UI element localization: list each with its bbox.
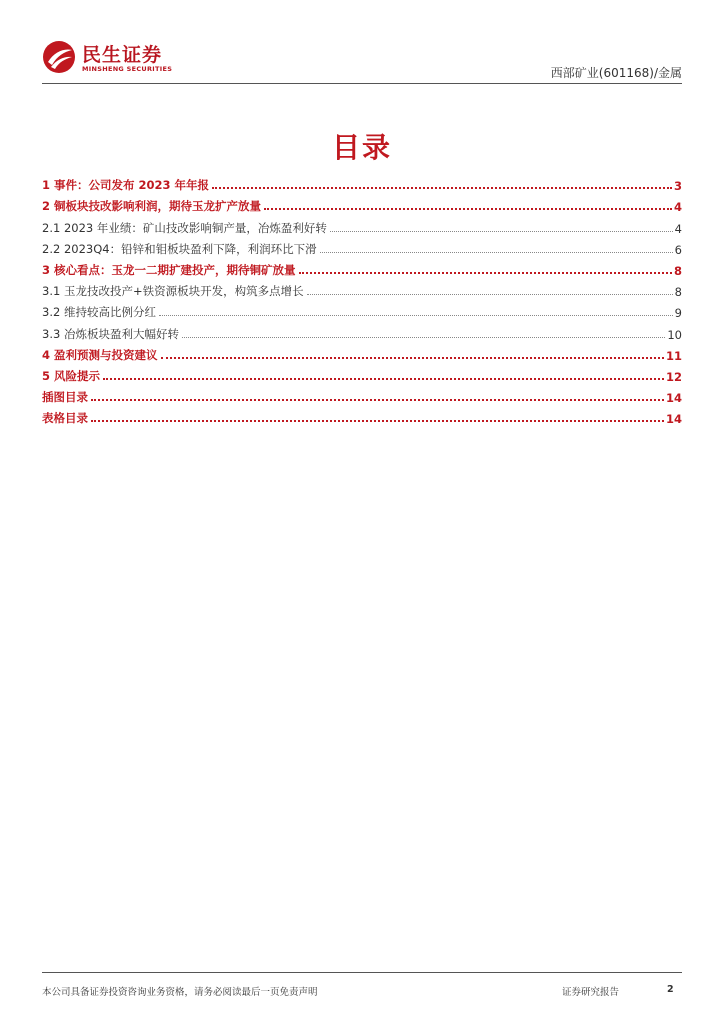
toc-leader-dots (159, 315, 673, 316)
page-number: 2 (667, 984, 674, 995)
toc-entry[interactable] (42, 257, 682, 278)
toc-entry-label: 2.1 2023 年业绩：矿山技改影响铜产量，冶炼盈利好转 (42, 220, 327, 235)
toc-leader-dots (212, 187, 672, 189)
toc-entry-page: 4 (674, 221, 682, 236)
toc-entry-page: 4 (673, 200, 682, 215)
toc-entry-page: 14 (665, 412, 682, 427)
toc-leader-dots (264, 208, 672, 210)
toc-leader-dots (182, 337, 665, 338)
toc-entry-page: 8 (674, 285, 682, 300)
toc-entry-label: 3.1 玉龙技改投产+铁资源板块开发，构筑多点增长 (42, 284, 304, 299)
toc-entry[interactable] (42, 384, 682, 405)
toc-entry-label: 1 事件：公司发布 2023 年年报 (42, 178, 210, 193)
toc-entry-page: 12 (665, 369, 682, 384)
toc-entry[interactable] (42, 342, 682, 363)
toc-entry[interactable] (42, 193, 682, 214)
minsheng-logo-icon (42, 40, 76, 74)
page-header (42, 38, 682, 84)
toc-leader-dots (91, 420, 664, 422)
logo-chinese-name: 民生证券 (82, 44, 163, 66)
toc-entry-label: 4 盈利预测与投资建议 (42, 347, 158, 362)
toc-leader-dots (299, 272, 672, 274)
toc-entry-label: 3.2 维持较高比例分红 (42, 305, 156, 320)
document-tag: 西部矿业(601168)/金属 (550, 66, 682, 80)
toc-entry[interactable] (42, 236, 682, 257)
footer-divider (42, 972, 682, 973)
toc-entry[interactable] (42, 172, 682, 193)
footer-disclaimer: 本公司具备证券投资咨询业务资格，请务必阅读最后一页免责声明 (42, 987, 318, 998)
toc-entry[interactable] (42, 214, 682, 235)
toc-entry-page: 10 (667, 327, 682, 342)
toc-entry-page: 11 (665, 348, 682, 363)
header-divider (42, 83, 682, 84)
toc-entry[interactable] (42, 363, 682, 384)
toc-entry-page: 14 (665, 391, 682, 406)
toc-entry-label: 插图目录 (42, 390, 88, 405)
toc-entry-page: 3 (673, 179, 682, 194)
toc-entry[interactable] (42, 299, 682, 320)
toc-entry[interactable] (42, 278, 682, 299)
toc-leader-dots (307, 294, 673, 295)
logo-english-name: MINSHENG SECURITIES (82, 65, 173, 73)
toc-entry-page: 8 (673, 263, 682, 278)
toc-entry-label: 3.3 冶炼板块盈利大幅好转 (42, 326, 179, 341)
toc-entry[interactable] (42, 320, 682, 341)
toc-entry[interactable] (42, 405, 682, 426)
toc-leader-dots (91, 399, 664, 401)
toc-entry-label: 3 核心看点：玉龙一二期扩建投产，期待铜矿放量 (42, 262, 296, 277)
footer-report-type: 证券研究报告 (562, 987, 620, 998)
toc-leader-dots (320, 252, 673, 253)
toc-leader-dots (161, 357, 664, 359)
toc-entry-label: 2 铜板块技改影响利润，期待玉龙扩产放量 (42, 199, 262, 214)
table-of-contents (42, 172, 682, 426)
toc-leader-dots (103, 378, 664, 380)
toc-entry-label: 2.2 2023Q4：铅锌和钼板块盈利下降，利润环比下滑 (42, 241, 317, 256)
toc-entry-page: 9 (674, 306, 682, 321)
company-logo (42, 38, 182, 78)
toc-entry-label: 5 风险提示 (42, 368, 101, 383)
toc-entry-label: 表格目录 (42, 411, 88, 426)
toc-entry-page: 6 (674, 242, 682, 257)
toc-leader-dots (330, 231, 673, 232)
page-title: 目录 (331, 131, 392, 164)
